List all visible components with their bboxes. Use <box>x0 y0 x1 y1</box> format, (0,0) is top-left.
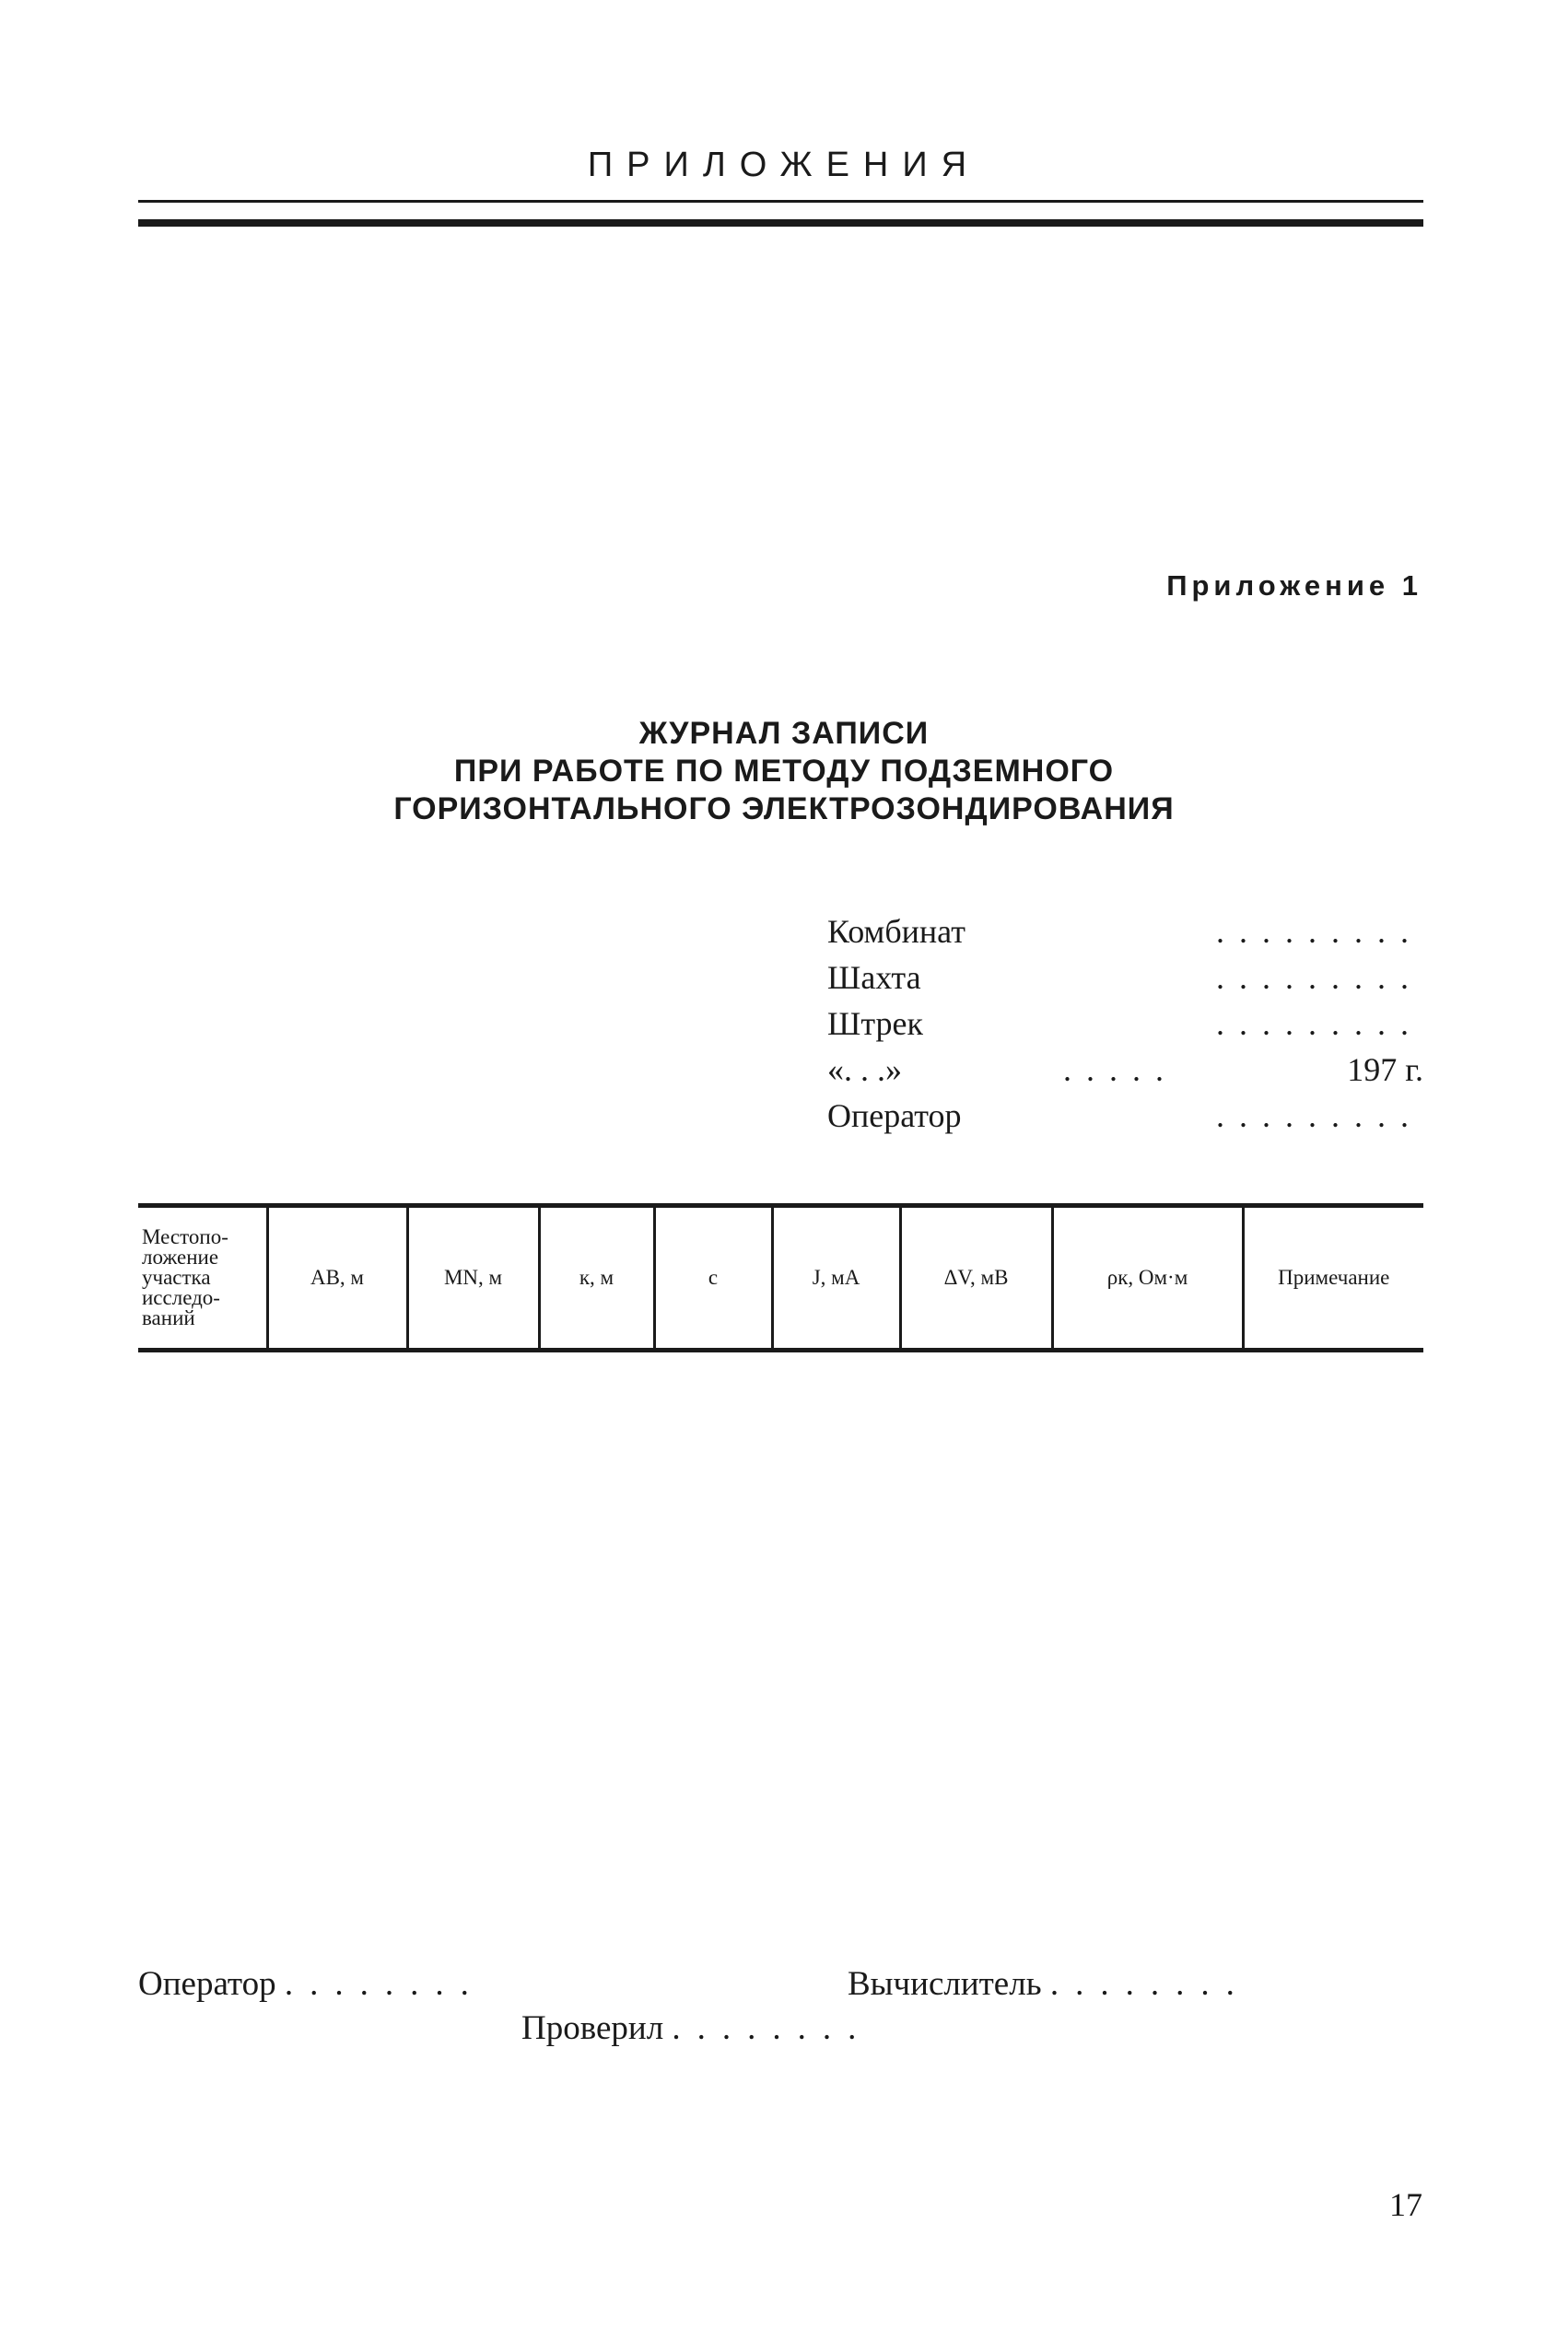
col-note: Примечание <box>1243 1206 1423 1351</box>
signature-operator <box>138 1964 486 2004</box>
form-row-shtrek <box>827 1004 1423 1050</box>
signature-calculator-dots: ........ <box>1049 1965 1251 2003</box>
shakhta-label: Шахта <box>827 959 921 996</box>
signature-operator-label: Оператор <box>138 1965 276 2003</box>
title-line-1: ЖУРНАЛ ЗАПИСИ <box>638 716 930 751</box>
journal-table <box>138 1203 1423 1352</box>
col-j: J, мА <box>772 1206 900 1351</box>
operator-dots: ......... <box>1216 1097 1423 1134</box>
table-header-row <box>138 1206 1423 1351</box>
date-label: «. . .» <box>827 1051 902 1088</box>
signature-checked-label: Проверил <box>521 2009 664 2047</box>
signature-operator-dots: ........ <box>284 1965 486 2003</box>
operator-label: Оператор <box>827 1097 962 1134</box>
form-row-shakhta <box>827 958 1423 1004</box>
signature-checked-dots: ........ <box>672 2009 873 2047</box>
header-rule-thin <box>138 200 1423 203</box>
page-number: 17 <box>1389 2186 1422 2223</box>
col-ab: АВ, м <box>267 1206 407 1351</box>
shakhta-dots: ......... <box>1216 959 1423 996</box>
signature-checked <box>521 2008 872 2048</box>
col-c: с <box>654 1206 772 1351</box>
appendix-label: Приложение 1 <box>1166 569 1422 602</box>
kombinat-dots: ......... <box>1216 913 1423 950</box>
form-row-kombinat <box>827 912 1423 958</box>
kombinat-label: Комбинат <box>827 913 965 950</box>
date-dots: ..... <box>1063 1051 1178 1088</box>
year-label: 197 г. <box>1347 1051 1423 1088</box>
col-k: к, м <box>539 1206 654 1351</box>
title-line-3: ГОРИЗОНТАЛЬНОГО ЭЛЕКТРОЗОНДИРОВАНИЯ <box>393 791 1175 826</box>
form-row-operator <box>827 1096 1423 1142</box>
col-mn: MN, м <box>407 1206 539 1351</box>
col-delta-v: ΔV, мВ <box>900 1206 1052 1351</box>
title-line-2: ПРИ РАБОТЕ ПО МЕТОДУ ПОДЗЕМНОГО <box>453 754 1115 789</box>
form-row-date <box>827 1050 1423 1096</box>
signature-calculator <box>848 1964 1251 2004</box>
running-head: ПРИЛОЖЕНИЯ <box>587 146 981 184</box>
document-title <box>0 715 1568 828</box>
col-location: Местопо-ложение участка исследо-ваний <box>138 1206 267 1351</box>
signature-calculator-label: Вычислитель <box>848 1965 1042 2003</box>
shtrek-dots: ......... <box>1216 1005 1423 1042</box>
header-rule-thick <box>138 219 1423 227</box>
shtrek-label: Штрек <box>827 1005 923 1042</box>
col-rho-k: ρк, Ом·м <box>1052 1206 1243 1351</box>
